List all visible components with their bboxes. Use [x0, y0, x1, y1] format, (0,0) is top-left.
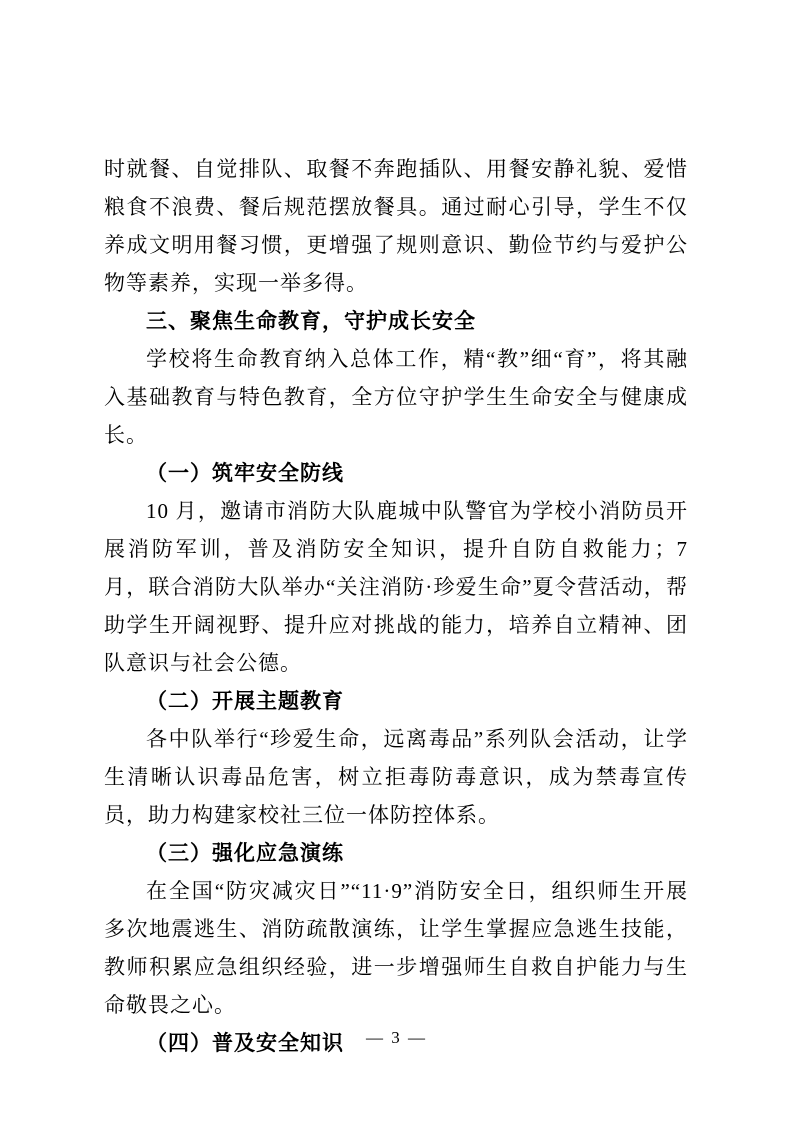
paragraph-emergency-drills-detail: 在全国“防灾减灾日”“11·9”消防安全日，组织师生开展多次地震逃生、消防疏散演练，让学生掌握应急逃生技能，教师积累应急组织经验，进一步增强师生自救自护能力与生命敬畏之心。 — [104, 879, 688, 1017]
paragraph-fire-safety-training: 10 月，邀请市消防大队鹿城中队警官为学校小消防员开展消防军训，普及消防安全知识，提升自防自救能力；7 月，联合消防大队举办“关注消防·珍爱生命”夏令营活动，帮助学生开阔视野、提升应对挑战的能力，培养自立精神、团队意识与社会公德。 — [104, 499, 688, 675]
paragraph-anti-drug-education: 各中队举行“珍爱生命，远离毒品”系列队会活动，让学生清晰认识毒品危害，树立拒毒防毒意识，成为禁毒宣传员，助力构建家校社三位一体防控体系。 — [104, 727, 688, 827]
paragraph-life-education-intro: 学校将生命教育纳入总体工作，精“教”细“育”，将其融入基础教育与特色教育，全方位守护学生生命安全与健康成长。 — [104, 347, 688, 447]
subsection-heading-emergency-drills: （三）强化应急演练 — [146, 841, 344, 865]
subsection-heading-safety-knowledge: （四）普及安全知识 — [146, 1031, 344, 1055]
section-heading-life-education: 三、聚焦生命教育，守护成长安全 — [146, 309, 476, 333]
page-number: — 3 — — [366, 1028, 427, 1047]
paragraph-dining-habits-continuation: 时就餐、自觉排队、取餐不奔跑插队、用餐安静礼貌、爱惜粮食不浪费、餐后规范摆放餐具。通过耐心引导，学生不仅养成文明用餐习惯，更增强了规则意识、勤俭节约与爱护公物等素养，实现一举多得。 — [104, 157, 688, 295]
subsection-heading-theme-education: （二）开展主题教育 — [146, 689, 344, 713]
document-body — [104, 150, 688, 1062]
subsection-heading-safety-line: （一）筑牢安全防线 — [146, 461, 344, 485]
